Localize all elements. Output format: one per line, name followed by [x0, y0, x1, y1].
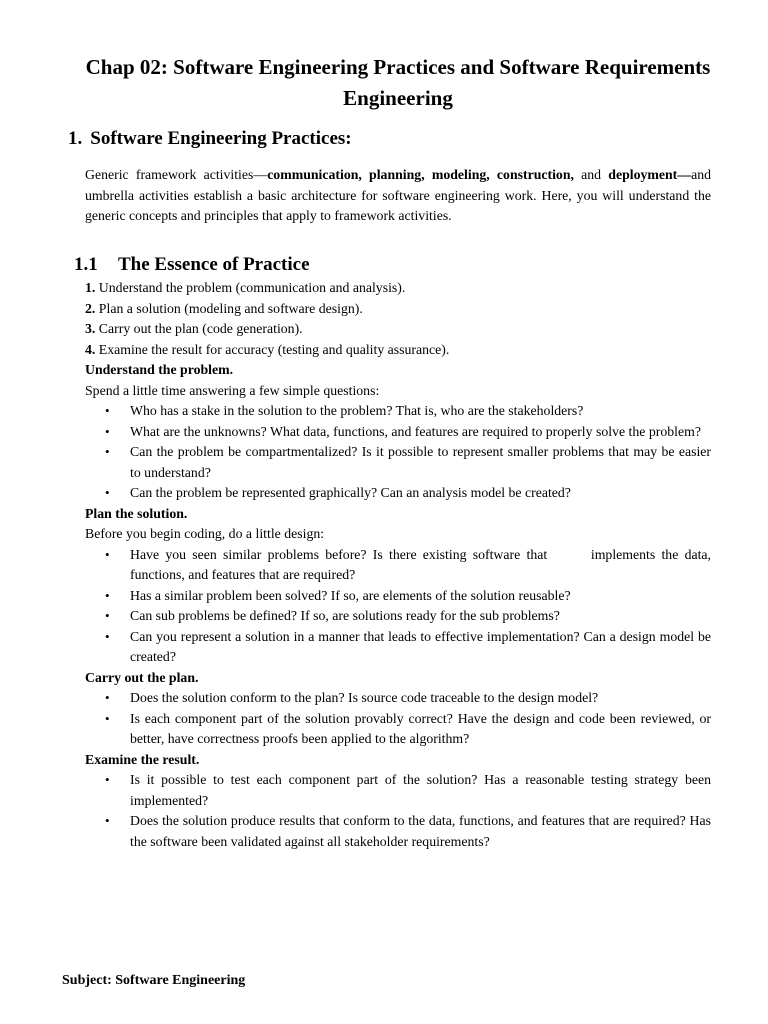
- subheading-examine: Examine the result.: [85, 751, 200, 767]
- list-item-text: Have you seen similar problems before? Is there existing software that implements the data, functions, and features that are required?: [130, 546, 715, 582]
- intro-bold-activities: communication, planning, modeling, construction,: [267, 167, 574, 182]
- bullet-icon: •: [105, 628, 110, 644]
- step-item: [85, 340, 711, 361]
- lead-text: Spend a little time answering a few simple questions:: [85, 382, 380, 398]
- bullet-icon: •: [105, 710, 110, 726]
- bullet-list-examine: [85, 770, 711, 852]
- list-item: [85, 545, 715, 586]
- list-item: [85, 422, 711, 443]
- list-item-text: Can sub problems be defined? If so, are solutions ready for the sub problems?: [130, 608, 560, 623]
- subheading-understand: Understand the problem.: [85, 362, 234, 377]
- bullet-icon: •: [105, 772, 110, 787]
- intro-text: and umbrella activities establish a basic architecture for software engineering work. Here, you will understand the generic concepts and principles that apply to framework activities.: [85, 167, 711, 223]
- step-item: [85, 278, 711, 299]
- subheading-carry: Carry out the plan.: [85, 669, 199, 685]
- list-item-text: Does the solution produce results that conform to the data, functions, and features that are required? Has the software been validated against all stakeholder requirements?: [130, 813, 711, 849]
- step-number: 4.: [85, 341, 96, 357]
- list-item-text: Can you represent a solution in a manner that leads to effective implementation? Can a design model be created?: [130, 628, 711, 664]
- bullet-list-plan: [85, 545, 715, 668]
- bullet-icon: •: [105, 403, 110, 418]
- list-item: [85, 483, 711, 504]
- page-title: Chap 02: Software Engineering Practices and Software Requirements Engineering: [85, 55, 711, 110]
- section-title: The Essence of Practice: [118, 254, 310, 275]
- list-item-text: Is each component part of the solution provably correct? Have the design and code been reviewed, or better, have correctness proofs been applied to the algorithm?: [130, 710, 711, 746]
- list-item: [85, 688, 711, 709]
- section-title: Software Engineering Practices:: [90, 128, 352, 149]
- bullet-list-understand: [85, 401, 711, 504]
- list-item-text: What are the unknowns? What data, functions, and features are required to properly solve the problem?: [130, 423, 701, 439]
- step-text: Understand the problem (communication and analysis).: [95, 280, 406, 295]
- step-text: Carry out the plan (code generation).: [95, 321, 303, 336]
- section-heading-1-1: [74, 252, 310, 278]
- section-number: 1.1: [74, 254, 98, 275]
- list-item-text: Does the solution conform to the plan? Is source code traceable to the design model?: [130, 690, 599, 705]
- step-number: 2.: [85, 300, 96, 316]
- intro-text: Generic framework activities—: [85, 167, 268, 182]
- step-text: Examine the result for accuracy (testing and quality assurance).: [95, 341, 450, 357]
- step-number: 1.: [85, 280, 96, 295]
- intro-paragraph: [85, 165, 711, 227]
- list-item-text: Can the problem be compartmentalized? Is it possible to represent smaller problems that may be easier to understand?: [130, 444, 711, 480]
- list-item-text: Is it possible to test each component part of the solution? Has a reasonable testing strategy been implemented?: [130, 772, 711, 808]
- bullet-icon: •: [105, 587, 110, 603]
- list-item: [85, 811, 711, 852]
- list-item: [85, 586, 711, 607]
- list-item: [85, 401, 711, 422]
- bullet-icon: •: [105, 546, 110, 562]
- step-item: [85, 319, 711, 340]
- subheading-plan: Plan the solution.: [85, 505, 188, 521]
- bullet-icon: •: [105, 485, 110, 500]
- section-heading-1: [68, 126, 352, 152]
- bullet-list-carry: [85, 688, 711, 750]
- intro-text: and: [573, 167, 609, 182]
- list-item-text: Has a similar problem been solved? If so, are elements of the solution reusable?: [130, 587, 571, 603]
- list-item-text: Who has a stake in the solution to the problem? That is, who are the stakeholders?: [130, 403, 584, 418]
- section-content: [85, 278, 715, 852]
- section-number: 1.: [68, 128, 83, 149]
- step-number: 3.: [85, 321, 96, 336]
- list-item-text: Can the problem be represented graphically? Can an analysis model be created?: [130, 485, 571, 500]
- lead-text: Before you begin coding, do a little design:: [85, 526, 325, 541]
- list-item: [85, 770, 711, 811]
- list-item: [85, 709, 711, 750]
- intro-bold-deployment: deployment—: [608, 167, 692, 182]
- bullet-icon: •: [105, 423, 110, 439]
- bullet-icon: •: [105, 444, 110, 459]
- page-footer: Subject: Software Engineering: [62, 973, 246, 988]
- bullet-icon: •: [105, 690, 110, 705]
- step-text: Plan a solution (modeling and software design).: [95, 300, 363, 316]
- bullet-icon: •: [105, 608, 110, 623]
- step-item: [85, 299, 711, 320]
- list-item: [85, 606, 711, 627]
- list-item: [85, 442, 711, 483]
- bullet-icon: •: [105, 813, 110, 828]
- list-item: [85, 627, 711, 668]
